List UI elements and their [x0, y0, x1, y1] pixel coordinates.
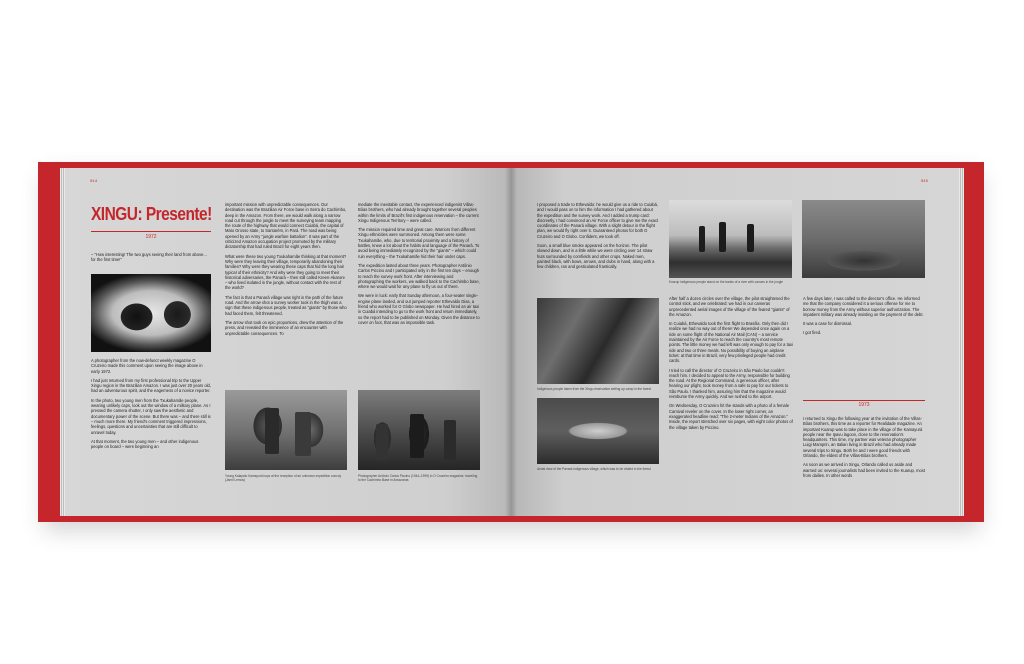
paragraph: mediate the inevitable contact, the experienced indigenist Villas-Bôas brothers, who had already brought together several peoples within the limits of Brazil's first indigenous reservation – the current Xingu Indigenous Territory – were called. [358, 202, 479, 223]
section-rule [803, 400, 925, 401]
photo-caption: Photographer Antônio Carlos Piccino (1944–1999) in O Cruzeiro magazine, traveling to the Cachimbo Base in Amazonas [358, 474, 478, 482]
paragraph: The expedition lasted about three years. Photographer Antônio Carlos Piccino and I participated only in the first ten days – enough to reach the survey work front. After interviewing and photographing the workers, we walked back to the Cachimbo base, where we would wait for any plane to fly us out of there. [358, 262, 480, 290]
paragraph: I got fired. [803, 330, 822, 336]
paragraph: In the photo, two young men from the Txukahamãe people, wearing unlikely caps, look out the window of a military plane. As I pressed the camera shutter, I only saw the aesthetic and documentary power of the scene. But there was – and there still is – much more there. My friend's comment triggered impressions, feelings, questions and uncertainties that are still difficult to unravel today. [91, 397, 211, 435]
photo-canoes [802, 200, 925, 278]
paragraph: I proposed a trade to Ethevaldo: he would give us a ride to Cuiabá, and I would pass on to him the information I had gathered about the expedition and the survey work. And I added a trump card: discreetly, I had convinced an Air Force officer to give me the exact coordinates of the Panará village. With a slight detour in the flight plan, we would fly right over it. Guaranteed photos for both O Cruzeiro and O Globo. Confident, we took off. [537, 202, 659, 239]
quote-text [91, 252, 211, 264]
paragraph: On Wednesday, O Cruzeiro hit the stands with a photo of a female Carnival reveler on the cover. In the lower right corner, an exaggerated headline read: "The 2-meter Indians of the Amazon." Inside, the report stretched over six pages, with eight color photos of the village taken by Piccino. [669, 403, 793, 430]
paragraph: A few days later, I was called to the director's office. He informed me that the company considered it a serious offense for me to borrow money from the Army without superior authorization. The impatient military was already insisting on the payment of the debt. [803, 296, 924, 317]
book-gutter [505, 168, 517, 516]
paragraph: A photographer from the now-defunct weekly magazine O Cruzeiro made this comment upon seeing the image above in early 1972. [91, 358, 203, 374]
text-column-2 [225, 202, 347, 382]
text-column-2 [669, 296, 793, 502]
photo-caption: Young Kalapalo Kamayurá boys at the reception of an unknown expedition convoy (Jamil Lemos) [225, 474, 342, 482]
paragraph: After half a dozen circles over the village, the pilot straightened the control stick, and we celebrated: we had in our cameras unprecedented aerial images of the village of the feared "giants" of the Amazon. [669, 296, 790, 317]
paragraph: The mission required time and great care. Warriors from different Xingu ethnicities were summoned. Among them were some Txukahamãe, who, due to territorial proximity and a history of battles, knew a lot about the habits and language of the Panará. To avoid being immediately recognized by the "giants" – which could ruin everything – the Txukahamãe hid their hair under caps. [358, 227, 480, 259]
photo-plane-window [91, 274, 211, 352]
photo-caption: Aerial view of the Panará indigenous village, which was to be visited in the forest [537, 467, 651, 471]
title-rule [91, 231, 211, 232]
paragraph: At that moment, the two young men – and other indigenous people on board – were beginning an [91, 438, 199, 450]
paragraph: I returned to Xingu the following year at the invitation of the Villas-Bôas brothers, this time as a reporter for Realidade magazine. An important Kuarup was to take place in the village of the Kamayurá people near the Ipavu lagoon, close to the reservation's headquarters. This time, my partner was veteran photographer Luigi Mamprin, an Italian living in Brazil who had already made several trips to Xingu. Both he and I were good friends with Orlando, the eldest of the Villas-Bôas brothers. [803, 416, 923, 459]
photo-forest-camp [537, 298, 659, 384]
left-page [65, 168, 511, 516]
photo-caption: Kuarup indigenous people stand on the banks of a river with canoes in the jungle [669, 280, 783, 284]
text-column-3 [358, 202, 480, 382]
paragraph: What were these two young Txukahamãe thinking at that moment? Why were they leaving their village, temporarily abandoning their families? Why were they wearing these caps that hid the long hair typical of their ethnicity? And why were they going to meet their historical adversaries, the Panará – then still called Kreen-Akarore – who lived isolated in the jungle, without contact with the rest of the world? [225, 253, 347, 291]
text-column-3b [803, 416, 925, 506]
text-column-1 [537, 202, 659, 282]
paragraph: As soon as we arrived in Xingu, Orlando called us aside and warned us: several journalists had been invited to the Kuarup, most from dailies. In other words [803, 462, 925, 478]
photo-caption: Indigenous people taken from the Xingu reservation setting up camp in the forest [537, 387, 651, 391]
text-column-3 [803, 296, 925, 372]
year-label: 1972 [145, 234, 157, 240]
paragraph: I had just returned from my first professional trip to the Upper Xingu region in the Brazilian Amazon. I was just over 20 years old, had an adventurous spirit, and the eagerness of a novice reporter. [91, 377, 211, 394]
paragraph: – "How interesting! The two guys seeing their land from above... for the first time!" [91, 252, 207, 263]
right-page [511, 168, 959, 516]
year-label: 1973 [858, 402, 870, 408]
photo-aerial-village [537, 398, 659, 464]
photo-kuarup-river [669, 200, 792, 278]
page-edges-right [959, 168, 964, 516]
page-number: 015 [921, 180, 929, 184]
photo-aircraft-interior [358, 390, 480, 470]
paragraph: The arrow shot took on epic proportions, drew the attention of the press, and revealed the imminence of an encounter with unpredictable consequences. To [225, 319, 344, 336]
text-column-1 [91, 358, 211, 508]
paragraph: I tried to call the director of O Cruzeiro in São Paulo but couldn't reach him. I decided to appeal to the Army, responsible for building the road. At the Regional Command, a generous officer, after hearing our plight, took money from a safe to pay for our tickets to São Paulo. I thanked him, assuring him that the magazine would reimburse the Army quickly. And we rushed to the airport. [669, 367, 790, 400]
paragraph: It was a case for dismissal. [803, 321, 852, 327]
paragraph: In Cuiabá, Ethevaldo took the first flight to Brasília. Only then did I realize we had no way out of there! We depended once again on a ride on some flight of the National Air Mail (CAN) – a service maintained by the Air Force to reach the country's most remote points. The little money we had left was only enough to pay for a taxi ride and two or three meals. No possibility of buying an airplane ticket: at that time in Brazil, very few privileged people had credit cards. [669, 321, 793, 364]
page-title: XINGU: Presente! [91, 204, 212, 224]
paragraph: important mission with unpredictable consequences. Our destination was the Brazilian Air Force base in Serra do Cachimbo, deep in the Amazon. From there, we would walk along a narrow road cut through the jungle to meet the surveying team mapping the route of the highway that would connect Cuiabá, the capital of Mato Grosso state, to Santarém, in Pará. The road was being opened by an Army "jungle warfare battalion". It was part of the criticized Amazon occupation project promoted by the military dictatorship that had ruled Brazil for eight years then. [225, 202, 347, 250]
paragraph: The fact is that a Panará village was right in the path of the future road. And the arrow shot a survey worker took in the thigh was a sign that these indigenous people, treated as "giants" by those who had faced them, felt threatened. [225, 294, 347, 316]
photo-young-boys [225, 390, 347, 470]
paragraph: Soon, a small blue smoke appeared on the horizon. The pilot slowed down, and in a little while we were circling over 14 straw huts surrounded by cornfields and other crops. Naked men, painted black, with bows, arrows, and clubs in hand, along with a few children, ran and gesticulated frantically. [537, 243, 655, 270]
paragraph: We were in luck: early that Sunday afternoon, a four-seater single-engine plane landed, and out jumped reporter Ethevaldo Dias, a friend who worked for O Globo newspaper. He had hired an air taxi in Cuiabá intending to go to the work front and return immediately, so the report had to be published on Monday. Given the distance to cover on foot, that was an impossible task. [358, 293, 480, 325]
page-number: 014 [90, 180, 98, 184]
